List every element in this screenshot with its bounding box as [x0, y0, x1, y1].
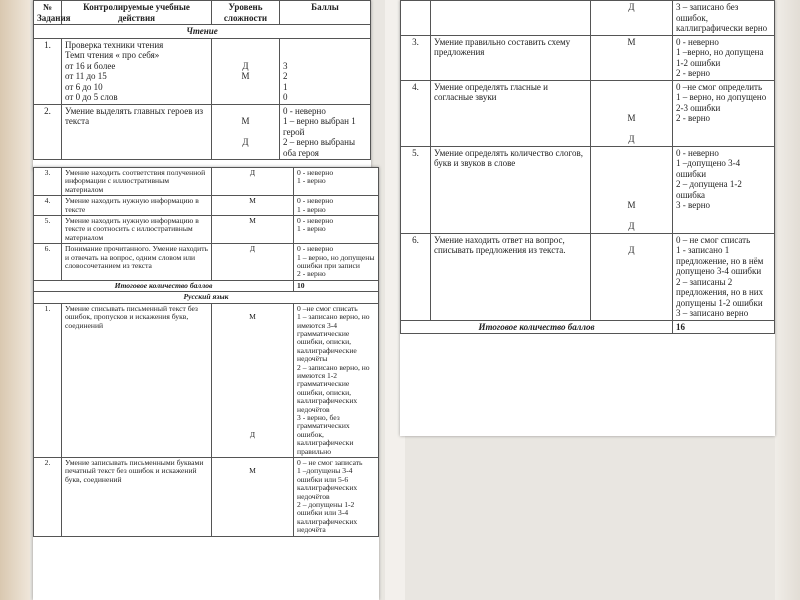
task-level: М	[591, 35, 673, 80]
task-number: 1.	[34, 38, 62, 104]
task-level: М Д	[591, 146, 673, 233]
task-level: Д М	[212, 38, 280, 104]
task-skill: Умение определять гласные и согласные звуки	[431, 80, 591, 146]
task-points: 0 –не смог определить 1 – верно, но допущено 2-3 ошибки 2 - верно	[673, 80, 775, 146]
table-header-row	[34, 1, 371, 25]
reading-continuation-table	[33, 167, 379, 537]
task-number: 6.	[401, 233, 431, 320]
assessment-table-page-2	[33, 167, 379, 600]
task-skill: Умение находить ответ на вопрос, списывать предложения из текста.	[431, 233, 591, 320]
task-points: 3 – записано без ошибок, каллиграфически верно	[673, 1, 775, 36]
header-task-number: № Задания	[34, 1, 62, 25]
task-skill: Умение записывать письменными буквами печатный текст без ошибок и искажений букв, соединений	[62, 458, 212, 537]
total-row	[401, 320, 775, 334]
task-number: 5.	[34, 216, 62, 244]
table-row	[401, 1, 775, 36]
section-row	[34, 25, 371, 39]
task-points: 0 – не смог списать 1 - записано 1 предложение, но в нём допущено 3-4 ошибки 2 – записаны 2 предложения, но в них допущены 1-2 ошибки 3 – записано верно	[673, 233, 775, 320]
reading-table	[33, 0, 371, 160]
russian-continuation-table	[400, 0, 775, 334]
task-number: 2.	[34, 104, 62, 160]
task-points: 0 - неверно 1 –верно, но допущена 1-2 ошибки 2 - верно	[673, 35, 775, 80]
task-points: 0 – не смог записать 1 –допущены 3-4 ошибки или 5-6 каллиграфических недочётов 2 – допущены 1-2 ошибки или 3-4 каллиграфических недочёта	[294, 458, 379, 537]
section-title-reading: Чтение	[34, 25, 371, 39]
table-row	[401, 35, 775, 80]
task-skill: Умение находить нужную информацию в тексте и соотносить с иллюстративным материалом	[62, 216, 212, 244]
task-skill: Умение правильно составить схему предложения	[431, 35, 591, 80]
task-level: М Д	[591, 80, 673, 146]
left-margin-decoration	[0, 0, 30, 600]
task-level: М Д	[212, 303, 294, 457]
task-skill: Проверка техники чтения Темп чтения « про себя» от 16 и более от 11 до 15 от 6 до 10 от 0 до 5 слов	[62, 38, 212, 104]
header-points: Баллы	[280, 1, 371, 25]
assessment-table-page-1	[33, 0, 371, 170]
task-skill: Умение выделять главных героев из текста	[62, 104, 212, 160]
task-level: Д	[591, 1, 673, 36]
task-skill: Умение определять количество слогов, букв и звуков в слове	[431, 146, 591, 233]
task-level: Д	[212, 244, 294, 281]
section-title-russian: Русский язык	[34, 292, 379, 303]
task-number	[401, 1, 431, 36]
total-value: 10	[294, 280, 379, 291]
task-points: 0 - неверно 1 – верно выбран 1 герой 2 – верно выбраны оба героя	[280, 104, 371, 160]
task-points: 3 2 1 0	[280, 38, 371, 104]
task-level: Д	[591, 233, 673, 320]
task-points: 0 - неверно 1 - верно	[294, 216, 379, 244]
table-row	[34, 168, 379, 196]
table-row	[34, 196, 379, 216]
task-skill: Умение списывать письменный текст без ошибок, пропусков и искажения букв, соединений	[62, 303, 212, 457]
assessment-table-page-3	[400, 0, 775, 436]
task-number: 3.	[34, 168, 62, 196]
task-points: 0 –не смог списать 1 – записано верно, но имеются 3-4 грамматические ошибки, описки, каллиграфические недочёты 2 – записано верно, но имеются 1-2 грамматические ошибки, описки, каллиграфических недочётов 3 - верно, без грамматических ошибок, каллиграфически правильно	[294, 303, 379, 457]
task-skill: Умение находить соответствия полученной информации с иллюстративным материалом	[62, 168, 212, 196]
task-number: 1.	[34, 303, 62, 457]
section-row	[34, 292, 379, 303]
task-points: 0 - неверно 1 – верно, но допущены ошибки при записи 2 - верно	[294, 244, 379, 281]
table-row	[34, 303, 379, 457]
task-skill: Умение находить нужную информацию в тексте	[62, 196, 212, 216]
task-points: 0 - неверно 1 - верно	[294, 196, 379, 216]
header-skills: Контролируемые учебные действия	[62, 1, 212, 25]
table-row	[34, 244, 379, 281]
right-margin-decoration	[775, 0, 800, 600]
table-row	[34, 38, 371, 104]
task-number: 2.	[34, 458, 62, 537]
task-number: 4.	[34, 196, 62, 216]
header-level: Уровень сложности	[212, 1, 280, 25]
task-number: 5.	[401, 146, 431, 233]
total-row	[34, 280, 379, 291]
task-number: 3.	[401, 35, 431, 80]
table-row	[401, 146, 775, 233]
task-skill: Понимание прочитанного. Умение находить и отвечать на вопрос, одним словом или словосочетанием из текста	[62, 244, 212, 281]
task-skill	[431, 1, 591, 36]
table-row	[401, 80, 775, 146]
task-points: 0 - неверно 1 –допущено 3-4 ошибки 2 – допущена 1-2 ошибка 3 - верно	[673, 146, 775, 233]
total-label: Итоговое количество баллов	[34, 280, 294, 291]
task-number: 6.	[34, 244, 62, 281]
task-level: М	[212, 216, 294, 244]
task-points: 0 - неверно 1 - верно	[294, 168, 379, 196]
table-row	[34, 216, 379, 244]
total-value: 16	[673, 320, 775, 334]
table-row	[34, 458, 379, 537]
task-level: М	[212, 458, 294, 537]
table-row	[34, 104, 371, 160]
task-level: М	[212, 196, 294, 216]
task-number: 4.	[401, 80, 431, 146]
table-row	[401, 233, 775, 320]
task-level: Д	[212, 168, 294, 196]
task-level: М Д	[212, 104, 280, 160]
total-label: Итоговое количество баллов	[401, 320, 673, 334]
